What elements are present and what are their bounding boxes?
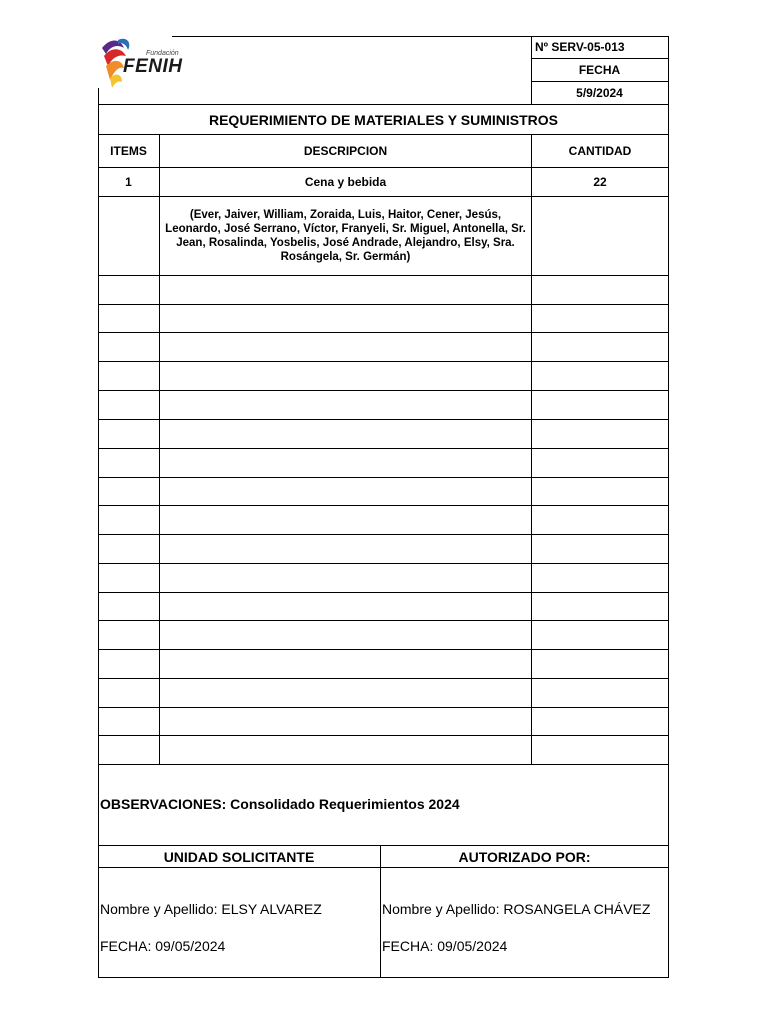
row-line (98, 332, 669, 333)
row-line (98, 563, 669, 564)
row-line (98, 390, 669, 391)
row-line (98, 419, 669, 420)
row-line (98, 764, 669, 765)
observaciones (100, 796, 660, 816)
autorizado-header: AUTORIZADO POR: (458, 848, 591, 865)
border-right (668, 36, 669, 978)
unidad-solicitante-header: UNIDAD SOLICITANTE (163, 848, 315, 865)
row-line (98, 735, 669, 736)
sign-header-bottom-line (98, 867, 669, 868)
row-line (98, 448, 669, 449)
col-header-descripcion: DESCRIPCION (303, 144, 388, 158)
col-divider-cantidad (531, 134, 532, 765)
row-line (98, 707, 669, 708)
solicitante-fecha: FECHA: 09/05/2024 (100, 938, 226, 954)
solicitante-nombre: Nombre y Apellido: ELSY ALVAREZ (100, 901, 322, 917)
row1-cantidad: 22 (593, 175, 607, 189)
col-header-cantidad: CANTIDAD (568, 144, 632, 158)
autorizado-fecha: FECHA: 09/05/2024 (382, 938, 508, 954)
col-header-items: ITEMS (110, 144, 147, 158)
row-line (98, 534, 669, 535)
row-line (98, 505, 669, 506)
observaciones-text: Consolidado Requerimientos 2024 (230, 796, 460, 812)
row-line (98, 304, 669, 305)
row-line (98, 620, 669, 621)
row2-descripcion: (Ever, Jaiver, William, Zoraida, Luis, Haitor, Cener, Jesús, Leonardo, José Serrano, Víctor, Franyeli, Sr. Miguel, Antonella, Sr. Jean, Rosalinda, Yosbelis, José Andrade, Alejandro, Elsy, Sra. Rosángela, Sr. Germán) (165, 209, 526, 263)
fecha-label: FECHA (578, 63, 621, 77)
fenih-logo (96, 34, 183, 90)
doc-number: Nº SERV-05-013 (535, 40, 625, 54)
observaciones-label: OBSERVACIONES: (100, 796, 227, 812)
row-line (98, 275, 669, 276)
row-line (98, 361, 669, 362)
page-title: REQUERIMIENTO DE MATERIALES Y SUMINISTROS (208, 111, 558, 128)
row-line (98, 649, 669, 650)
autorizado-nombre: Nombre y Apellido: ROSANGELA CHÁVEZ (382, 901, 651, 917)
row-line (98, 592, 669, 593)
row1-item: 1 (125, 175, 132, 189)
row-line (98, 678, 669, 679)
logo-brand: FENIH (123, 56, 183, 77)
logo-subtitle: Fundación (146, 50, 179, 57)
border-bottom (98, 977, 669, 978)
fecha-value: 5/9/2024 (576, 86, 623, 100)
row1-descripcion: Cena y bebida (304, 175, 387, 189)
row-line (98, 477, 669, 478)
